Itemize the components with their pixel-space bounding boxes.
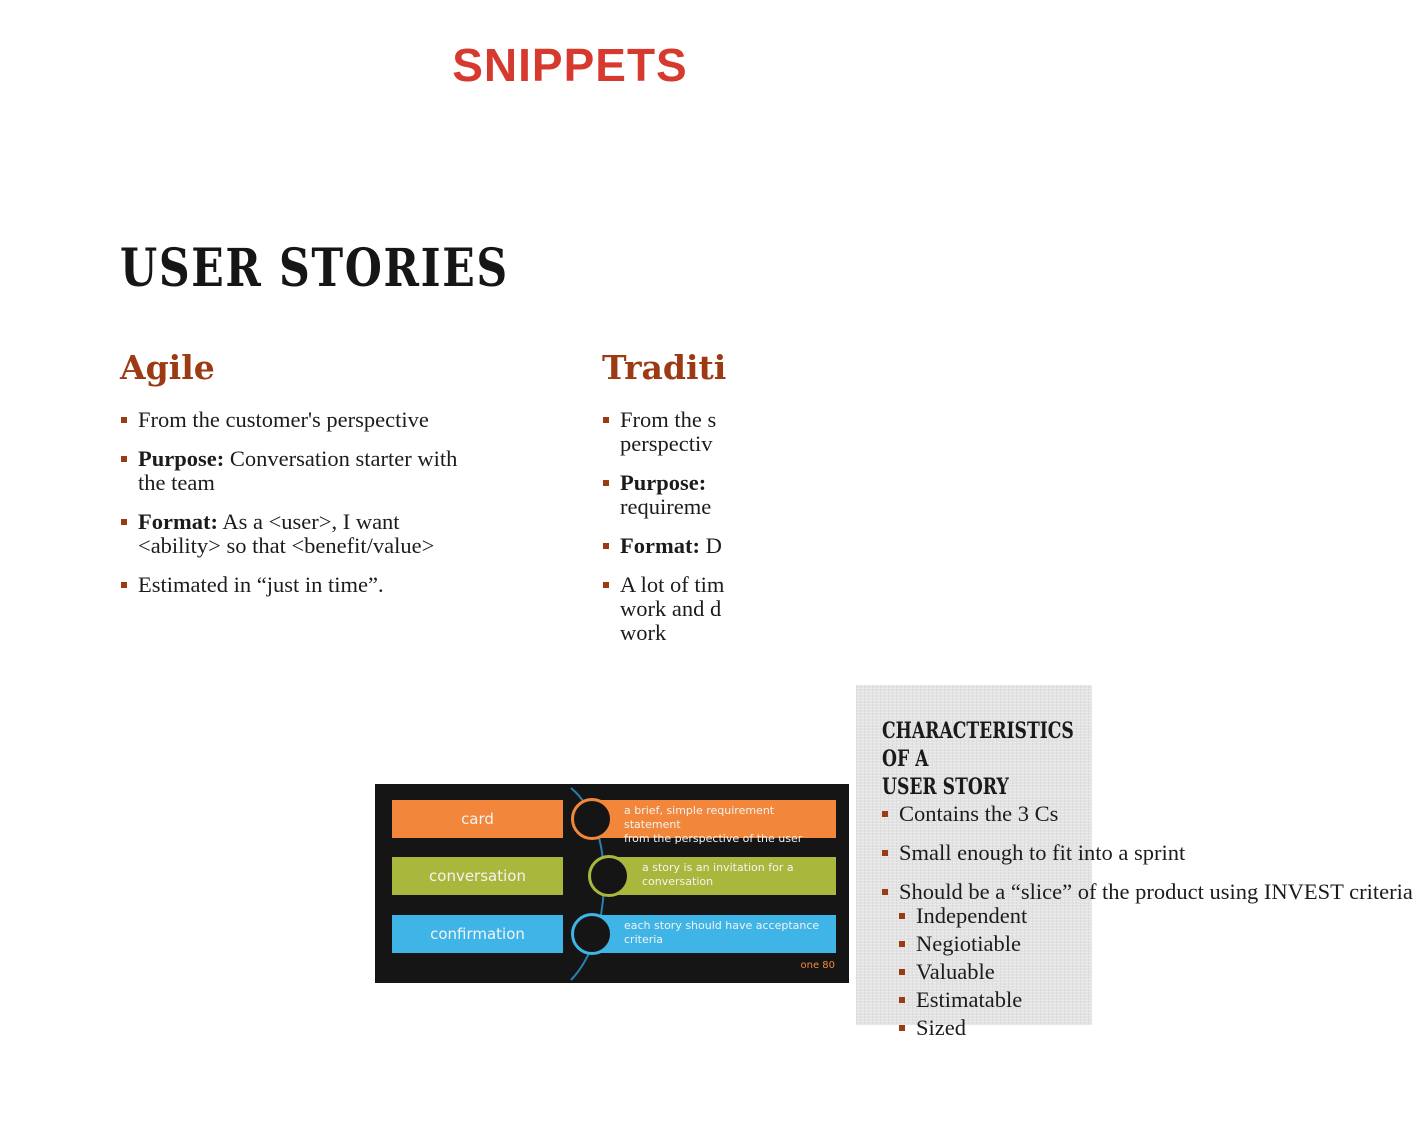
traditional-list: [603, 408, 726, 658]
characteristics-slide: [856, 685, 1413, 1040]
characteristic-item: [882, 879, 1413, 1040]
agile-item-bold: Purpose:: [138, 446, 225, 471]
traditional-item-text: From the s: [620, 407, 717, 432]
agile-list: [121, 408, 541, 608]
conversation-description-line: conversation: [642, 875, 714, 888]
traditional-item-text: D: [699, 533, 722, 558]
one80-logo: one 80: [800, 960, 835, 971]
agile-item-estimated: [121, 573, 541, 597]
agile-item-text: Conversation starter with: [224, 446, 458, 471]
conversation-description-line: a story is an invitation for a: [642, 861, 794, 874]
characteristics-title: [882, 717, 1074, 801]
traditional-heading: Traditi: [602, 348, 727, 387]
confirmation-description-line: criteria: [624, 933, 664, 946]
traditional-item-text: requireme: [620, 494, 712, 519]
invest-list: [899, 904, 1092, 1040]
confirmation-description: [624, 915, 836, 947]
characteristics-title-line: USER STORY: [882, 774, 1009, 800]
card-description-line: from the perspective of the user: [624, 832, 803, 845]
card-description-line: a brief, simple requirement statement: [624, 804, 775, 831]
conversation-circle: [588, 855, 630, 897]
conversation-bar: conversation: [392, 857, 563, 895]
card-bar: card: [392, 800, 563, 838]
card-description: [624, 800, 836, 846]
agile-item-text: <ability> so that <benefit/value>: [138, 533, 435, 558]
agile-heading: Agile: [120, 348, 215, 387]
traditional-item-bold: Purpose:: [620, 470, 707, 495]
confirmation-description-line: each story should have acceptance: [624, 919, 820, 932]
user-stories-title: USER STORIES: [120, 238, 509, 299]
confirmation-bar: confirmation: [392, 915, 563, 953]
traditional-item-format: [603, 534, 726, 558]
characteristic-item: Small enough to fit into a sprint: [882, 841, 1092, 865]
characteristics-list: [882, 801, 1413, 1055]
invest-item: Negiotiable: [899, 932, 1092, 956]
traditional-heading-clip: [602, 348, 726, 398]
three-cs-slide: [375, 784, 849, 983]
page-title: SNIPPETS: [452, 39, 688, 91]
traditional-item-text: A lot of tim: [620, 572, 725, 597]
invest-item: Sized: [899, 1016, 1092, 1040]
characteristic-item-text: Should be a “slice” of the product using INVEST criteria: [899, 879, 1413, 904]
agile-item-text: From the customer's perspective: [138, 407, 429, 432]
traditional-item-bold: Format:: [620, 533, 700, 558]
traditional-item-text: perspectiv: [620, 431, 713, 456]
traditional-item-perspective: [603, 408, 726, 456]
characteristics-title-line: CHARACTERISTICS OF A: [882, 718, 1074, 772]
agile-item-perspective: [121, 408, 541, 432]
agile-item-text: Estimated in “just in time”.: [138, 572, 384, 597]
agile-item-format: [121, 510, 541, 558]
traditional-item-time: [603, 573, 726, 645]
agile-item-text: As a <user>, I want: [217, 509, 400, 534]
confirmation-circle: [571, 913, 613, 955]
traditional-item-text: work: [620, 620, 667, 645]
card-circle: [571, 798, 613, 840]
agile-item-purpose: [121, 447, 541, 495]
agile-item-text: the team: [138, 470, 215, 495]
traditional-item-text: work and d: [620, 596, 722, 621]
characteristic-item: Contains the 3 Cs: [882, 802, 1092, 826]
traditional-item-purpose: [603, 471, 726, 519]
invest-item: Valuable: [899, 960, 1092, 984]
conversation-description: [642, 857, 836, 889]
invest-item: Independent: [899, 904, 1092, 928]
agile-item-bold: Format:: [138, 509, 218, 534]
invest-item: Estimatable: [899, 988, 1092, 1012]
